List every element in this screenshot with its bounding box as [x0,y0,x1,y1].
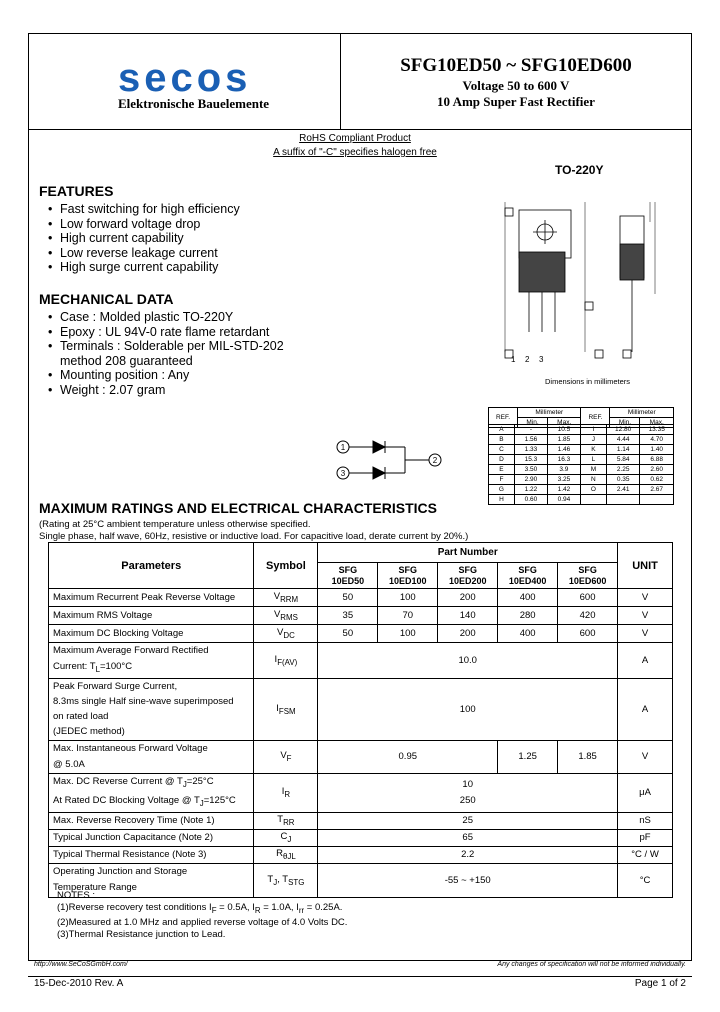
table-row: Max. DC Reverse Current @ $T_J=25^\circ C$ At Rated DC Blocking Voltage @ $T_J=125^\circ C$ $I_R$ 10 250 μA [49,773,673,812]
part-column-header: SFG 10ED50 [318,563,378,589]
table-row: Maximum Average Forward Rectified Current: $T_L=100^\circ C$ $I_{F(AV)}$ 10.0 A [49,643,673,679]
header-parameters: Parameters [49,543,254,589]
part-column-header: SFG 10ED400 [498,563,558,589]
table-row: Maximum RMS Voltage $V_{RMS}$ 35 70 140 280 420 V [49,607,673,625]
dimension-rows [488,424,674,505]
ratings-table [48,542,673,898]
notes: NOTES : (1)Reverse recovery test conditions $I_F = 0.5A$, $I_R = 1.0A$, $I_{rr} = 0.25A$. (2)Measured at 1.0 MHz and applied reverse voltage of 4.0 Volts DC. (3)Thermal Resistance junction to Lead. [57,890,348,940]
pin-label: 2 [432,456,438,465]
table-row: B 1.56 1.85 J 4.44 4.70 [489,435,674,445]
part-column-header: SFG 10ED600 [558,563,618,589]
pin-label: 1 [340,443,346,452]
pin-label: 3 [340,469,346,478]
circuit-diagram [335,438,445,482]
rohs-line: RoHS Compliant Product [299,133,411,144]
halogen-free-line: A suffix of "-C" specifies halogen free [273,147,437,158]
list-item: • Epoxy : UL 94V-0 rate flame retardant [48,324,270,339]
table-row: A - 10.5 I 12.80 13.35 [489,425,674,435]
website-link[interactable]: http://www.SeCoSGmbH.com/ [34,961,128,968]
header-divider [28,129,692,130]
list-item: • High surge current capability [48,260,219,275]
table-row: Max. Instantaneous Forward Voltage @ 5.0A $V_F$ 0.95 1.25 1.85 V [49,740,673,773]
table-row: H 0.60 0.94 [489,495,674,505]
part-column-header: SFG 10ED200 [438,563,498,589]
part-column-header: SFG 10ED100 [378,563,438,589]
dimension-table: REF. Millimeter REF. Millimeter Min. Max. Min. Max. [488,407,674,428]
table-row: Max. Reverse Recovery Time (Note 1) $T_{RR}$ 25 nS [49,812,673,829]
dimensions-caption: Dimensions in millimeters [545,377,631,386]
ratings-title: MAXIMUM RATINGS AND ELECTRICAL CHARACTERISTICS [39,500,437,516]
table-row: Maximum Recurrent Peak Reverse Voltage $V_{RRM}$ 50 100 200 400 600 V [49,589,673,607]
header-part-number: Part Number [318,543,618,563]
table-row: D 15.3 16.3 L 5.84 6.88 [489,455,674,465]
page-number: Page 1 of 2 [634,978,686,989]
logo: secos [118,56,252,100]
package-name: TO-220Y [555,163,604,177]
mechanical-title: MECHANICAL DATA [39,291,174,307]
list-item: • High current capability [48,231,184,246]
table-row: G 1.22 1.42 O 2.41 2.67 [489,485,674,495]
table-row: Typical Junction Capacitance (Note 2) $C_J$ 65 pF [49,829,673,846]
ratings-note-1: (Rating at 25°C ambient temperature unless otherwise specified. [39,519,311,530]
pin-label: 2 [525,355,530,364]
package-body [519,252,565,292]
header-unit: UNIT [618,543,673,589]
features-title: FEATURES [39,183,114,199]
list-item: • Fast switching for high efficiency [48,202,240,216]
voltage-range: Voltage 50 to 600 V [462,78,570,93]
list-item: • Low reverse leakage current [48,245,218,260]
product-description: 10 Amp Super Fast Rectifier [437,94,595,109]
table-row: Typical Thermal Resistance (Note 3) $R_{\theta JL}$ 2.2 °C / W [49,846,673,863]
table-row: F 2.90 3.25 N 0.35 0.62 [489,475,674,485]
footer-divider [28,976,692,977]
mechanical-list [48,310,290,398]
part-title: SFG10ED50 ~ SFG10ED600 [400,55,632,76]
disclaimer: Any changes of specification will not be informed individually. [497,961,686,968]
list-item: • Weight : 2.07 gram [48,382,166,397]
features-list [48,202,308,275]
package-outline-drawing [485,182,675,392]
list-item: • Terminals : Solderable per MIL-STD-202 method 208 guaranteed [48,339,284,368]
list-item: • Case : Molded plastic TO-220Y [48,310,234,324]
table-row: E 3.50 3.9 M 2.25 2.60 [489,465,674,475]
table-row: Peak Forward Surge Current, 8.3ms single Half sine-wave superimposed on rated load (JEDEC method) $I_{FSM}$ 100 A [49,678,673,740]
table-row: C 1.33 1.46 K 1.14 1.40 [489,445,674,455]
list-item: • Low forward voltage drop [48,216,201,231]
ratings-note-2: Single phase, half wave, 60Hz, resistive or inductive load. For capacitive load, derate current by 20%.) [39,531,469,542]
table-row: Operating Junction and Storage Temperature Range $T_J$, $T_{STG}$ -55 ~ +150 °C [49,863,673,897]
pin-label: 3 [539,355,544,364]
revision-date: 15-Dec-2010 Rev. A [34,978,124,989]
header-symbol: Symbol [254,543,318,589]
list-item: • Mounting position : Any [48,368,190,383]
pin-label: 1 [511,355,516,364]
table-row: Maximum DC Blocking Voltage $V_{DC}$ 50 100 200 400 600 V [49,625,673,643]
logo-subtitle: Elektronische Bauelemente [118,96,270,111]
